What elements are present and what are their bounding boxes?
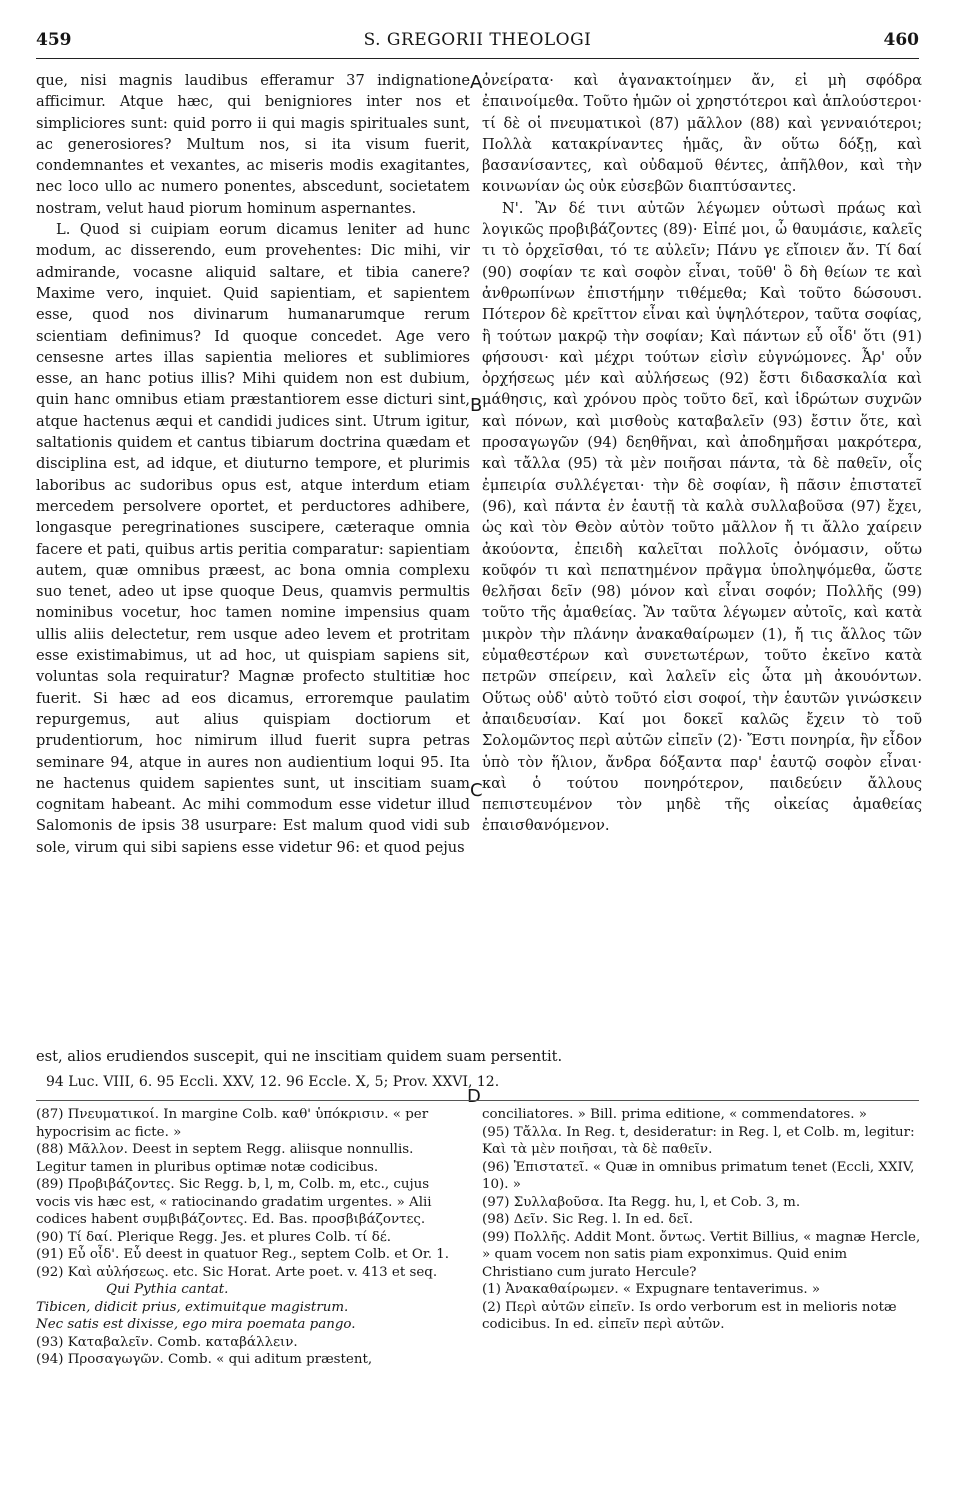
poem-line: Tibicen, didicit prius, extimuitque magistrum.: [36, 1299, 349, 1315]
scripture-references: 94 Luc. VIII, 6. 95 Eccli. XXV, 12. 96 Eccle. X, 5; Prov. XXVI, 12.: [46, 1074, 500, 1090]
latin-paragraph-1: que, nisi magnis laudibus efferamur 37 indignatione afficimur. Atque hæc, qui benigniores inter nos et simpliciores sunt: quid porro ii qui magis spirituales sunt, ac generosiores? Multum nos, si ita visum fuerit, condemnantes et vexantes, ac miseris modis exagitantes, nec loco ullo ac numero ponentes, abscedunt, societatem nostram, velut haud piorum hominum aspernantes.: [36, 72, 470, 217]
running-header: [36, 30, 919, 54]
footnote: (94) Προσαγωγῶν. Comb. « qui aditum præstent,: [36, 1352, 373, 1367]
poem-line: Qui Pythia cantat.: [106, 1282, 229, 1297]
header-rule: [36, 58, 919, 59]
footnote: (89) Προβιβάζοντες. Sic Regg. b, l, m, Colb. m, etc., cujus vocis vis hæc est, « ratiocinando gradatim urgentes. » Alii codices habent συμβιβάζοντες. Ed. Bas. προσβιβάζοντες.: [36, 1177, 432, 1227]
footnote: (91) Εὖ οἶδ'. Εὖ deest in quatuor Reg., septem Colb. et Or. 1.: [36, 1247, 450, 1262]
running-title: S. GREGORII THEOLOGI: [363, 30, 592, 50]
section-marker-d: D: [467, 1086, 481, 1107]
footnote: (92) Καὶ αὐλήσεως. etc. Sic Horat. Arte poet. v. 413 et seq.: [36, 1264, 438, 1280]
latin-paragraph-2: L. Quod si cuipiam eorum dicamus leniter ad hunc modum, ac disserendo, eum provehentes: Dic mihi, vir admirande, vocasne aliquid saltare, et tibia canere? Maxime vero, inquiet. Quid sapientiam, et sapientem esse, quod nos divinarum humanarumque rerum scientiam definimus? Id quoque concedet. Age vero censesne artes illas sapientia meliores et sublimiores esse, an hanc potius illis? Mihi quidem non est dubium, quin hanc omnibus etiam præstantiorem esse dicturi sint, atque hactenus æqui et candidi judices sint. Utrum igitur, saltationis quidem et cantus tibiarum doctrina quædam et disciplina est, ad idque, et diuturno tempore, et plurimis laboribus ac sudoribus opus est, atque interdum etiam mercedem persolvere oportet, et perductores adhibere, longasque peregrinationes suscipere, cæteraque omnia facere et pati, quibus artis peritia comparatur: sapientiam autem, quæ omnibus præest, ac bona omnia complexu suo tenet, adeo ut ipse quoque Deus, quamvis permultis nominibus vocetur, hoc tamen nomine impensius quam ullis aliis delectetur, rem usque adeo levem et protritam esse existimabimus, ut ad hoc, ut quispiam sapiens sit, voluntas sola requiratur? Magnæ profecto stultitiæ hoc fuerit. Si hæc ad eos dicamus, erroremque paulatim repurgemus, aut alius quispiam doctiorum et prudentiorum, hoc nimirum illud fuerit supra petras seminare 94, atque in aures non audientium loqui 95. Ita ne hactenus quidem sapientes sunt, ut inscitiam suam cognitam habeant. Ac mihi commodum esse videtur illud Salomonis de ipsis 38 usurpare: Est malum quod vidi sub sole, virum qui sibi sapiens esse videtur 96: et quod pejus: [36, 221, 470, 856]
greek-paragraph-1: ὀνείρατα· καὶ ἀγανακτοίημεν ἄν, εἰ μὴ σφόδρα ἐπαινοίμεθα. Τοῦτο ἡμῶν οἱ χρηστότεροι καὶ ἁπλούστεροι· τί δὲ οἱ πνευματικοὶ (87) μᾶλλον (88) καὶ γενναιότεροι; Πολλὰ κατακρίναντες ἡμᾶς, ἂν οὕτω δόξῃ, καὶ βασανίσαντες, καὶ οὐδαμοῦ θέντες, ἀπῆλθον, καὶ τὴν κοινωνίαν ὡς οὐκ εὐσεβῶν διαπτύσαντες.: [482, 72, 922, 196]
footnote: (2) Περὶ αὐτῶν εἰπεῖν. Is ordo verborum est in melioris notæ codicibus. In ed. εἰπεῖν περὶ αὐτῶν.: [482, 1299, 897, 1332]
section-marker-a: A: [470, 72, 483, 93]
footnote: (98) Δεῖν. Sic Reg. l. In ed. δεῖ.: [482, 1212, 694, 1227]
greek-column: [482, 70, 922, 837]
footnote: (97) Συλλαβοῦσα. Ita Regg. hu, l, et Cob. 3, m.: [482, 1194, 801, 1210]
footnote-rule: [36, 1100, 919, 1101]
footnote: (90) Τί δαί. Plerique Regg. Jes. et plures Colb. τί δέ.: [36, 1229, 392, 1245]
footnote: (99) Πολλῆς. Addit Mont. ὄντως. Vertit Billius, « magnæ Hercle, » quam vocem non satis piam exponximus. Quid enim Christiano cum jurato Hercule?: [482, 1229, 921, 1280]
section-marker-b: B: [470, 395, 483, 416]
page-number-right: 460: [883, 30, 919, 50]
footnote: (95) Τἄλλα. In Reg. t, desideratur: in Reg. l, et Colb. m, legitur: Καὶ τὰ μὲν ποιῆσαι, τὰ δὲ παθεῖν.: [482, 1124, 915, 1157]
footnote: conciliatores. » Bill. prima editione, « commendatores. »: [482, 1107, 867, 1122]
section-marker-c: C: [470, 780, 483, 801]
footnotes-left: [36, 1106, 466, 1369]
footnote: (1) Ἀνακαθαίρωμεν. « Expugnare tentaverimus. »: [482, 1282, 821, 1297]
greek-paragraph-2: Ν'. Ἂν δέ τινι αὐτῶν λέγωμεν οὑτωσὶ πράως καὶ λογικῶς προβιβάζοντες (89)· Εἰπέ μοι, ὦ θαυμάσιε, καλεῖς τι τὸ ὀρχεῖσθαι, τό τε αὐλεῖν; Πάνυ γε εἴποιεν ἄν. Τί δαί (90) σοφίαν τε καὶ σοφὸν εἶναι, τοῦθ' ὃ δὴ θείων τε καὶ ἀνθρωπίνων ἐπιστήμην τιθέμεθα; Καὶ τοῦτο δώσουσι. Πότερον δὲ κρεῖττον εἶναι καὶ ὑψηλότερον, ταῦτα σοφίας, ἢ τούτων μακρῷ τὴν σοφίαν; Καὶ πάντων εὖ οἶδ' ὅτι (91) φήσουσι· καὶ μέχρι τούτων εἰσὶν εὐγνώμονες. Ἆρ' οὖν ὀρχήσεως μέν καὶ αὐλήσεως (92) ἔστι διδασκαλία καὶ μάθησις, καὶ χρόνου πρὸς τοῦτο δεῖ, καὶ ἱδρώτων συχνῶν καὶ πόνων, καὶ μισθοὺς καταβαλεῖν (93) ἔστιν ὅτε, καὶ προσαγωγῶν (94) δεηθῆναι, καὶ ἀποδημῆσαι μακρότερα, καὶ τἄλλα (95) τὰ μὲν ποιῆσαι πάντα, τὰ δὲ παθεῖν, οἷς ἐμπειρία συλλέγεται· τὴν δὲ σοφίαν, ἣ πᾶσιν ἐπιστατεῖ (96), καὶ πάντα ἐν ἑαυτῇ τὰ καλὰ συλλαβοῦσα (97) ἔχει, ὡς καὶ τὸν Θεὸν αὐτὸν τοῦτο μᾶλλον ἤ τι ἄλλο χαίρειν ἀκούοντα, ἐπειδὴ καλεῖται πολλοῖς ὀνόμασιν, οὕτω κοῦφόν τι καὶ πεπατημένον πρᾶγμα ὑποληψόμεθα, ὥστε θελῆσαι δεῖν (98) μόνον καὶ εἶναι σοφόν; Πολλῆς (99) τοῦτο τῆς ἀμαθείας. Ἂν ταῦτα λέγωμεν αὐτοῖς, καὶ κατὰ μικρὸν τὴν πλάνην ἀνακαθαίρωμεν (1), ἤ τις ἄλλος τῶν εὐμαθεστέρων καὶ συνετωτέρων, τοῦτο ἐκεῖνο κατὰ πετρῶν σπείρειν, καὶ λαλεῖν εἰς ὦτα μὴ ἀκουόντων. Οὕτως οὐδ' αὐτὸ τοῦτό εἰσι σοφοί, τὴν ἑαυτῶν γινώσκειν ἀπαιδευσίαν. Καί μοι δοκεῖ καλῶς ἔχειν τὸ τοῦ Σολομῶντος περὶ αὐτῶν εἰπεῖν (2)· Ἔστι πονηρία, ἣν εἶδον ὑπὸ τὸν ἥλιον, ἄνδρα δόξαντα παρ' ἑαυτῷ σοφὸν εἶναι· καὶ ὁ τούτου πονηρότερον, παιδεύειν ἄλλους πεπιστευμένον τὸν μηδὲ τῆς οἰκείας ἀμαθείας ἐπαισθανόμενον.: [482, 199, 922, 835]
latin-last-line: est, alios erudiendos suscepit, qui ne inscitiam quidem suam persentit.: [36, 1048, 563, 1065]
footnotes-right: [482, 1106, 922, 1334]
footnote: (88) Μᾶλλον. Deest in septem Regg. aliisque nonnullis. Legitur tamen in pluribus optimæ notæ codicibus.: [36, 1142, 414, 1175]
poem-line: Nec satis est dixisse, ego mira poemata pango.: [36, 1317, 356, 1332]
page-number-left: 459: [36, 30, 72, 50]
footnote: (93) Καταβαλεῖν. Comb. καταβάλλειν.: [36, 1334, 298, 1350]
footnote: (96) Ἐπιστατεῖ. « Quæ in omnibus primatum tenet (Eccli, XXIV, 10). »: [482, 1159, 915, 1192]
latin-column: [36, 70, 470, 858]
footnote: (87) Πνευματικοί. In margine Colb. καθ' ὑπόκρισιν. « per hypocrisim ac ficte. »: [36, 1107, 429, 1140]
